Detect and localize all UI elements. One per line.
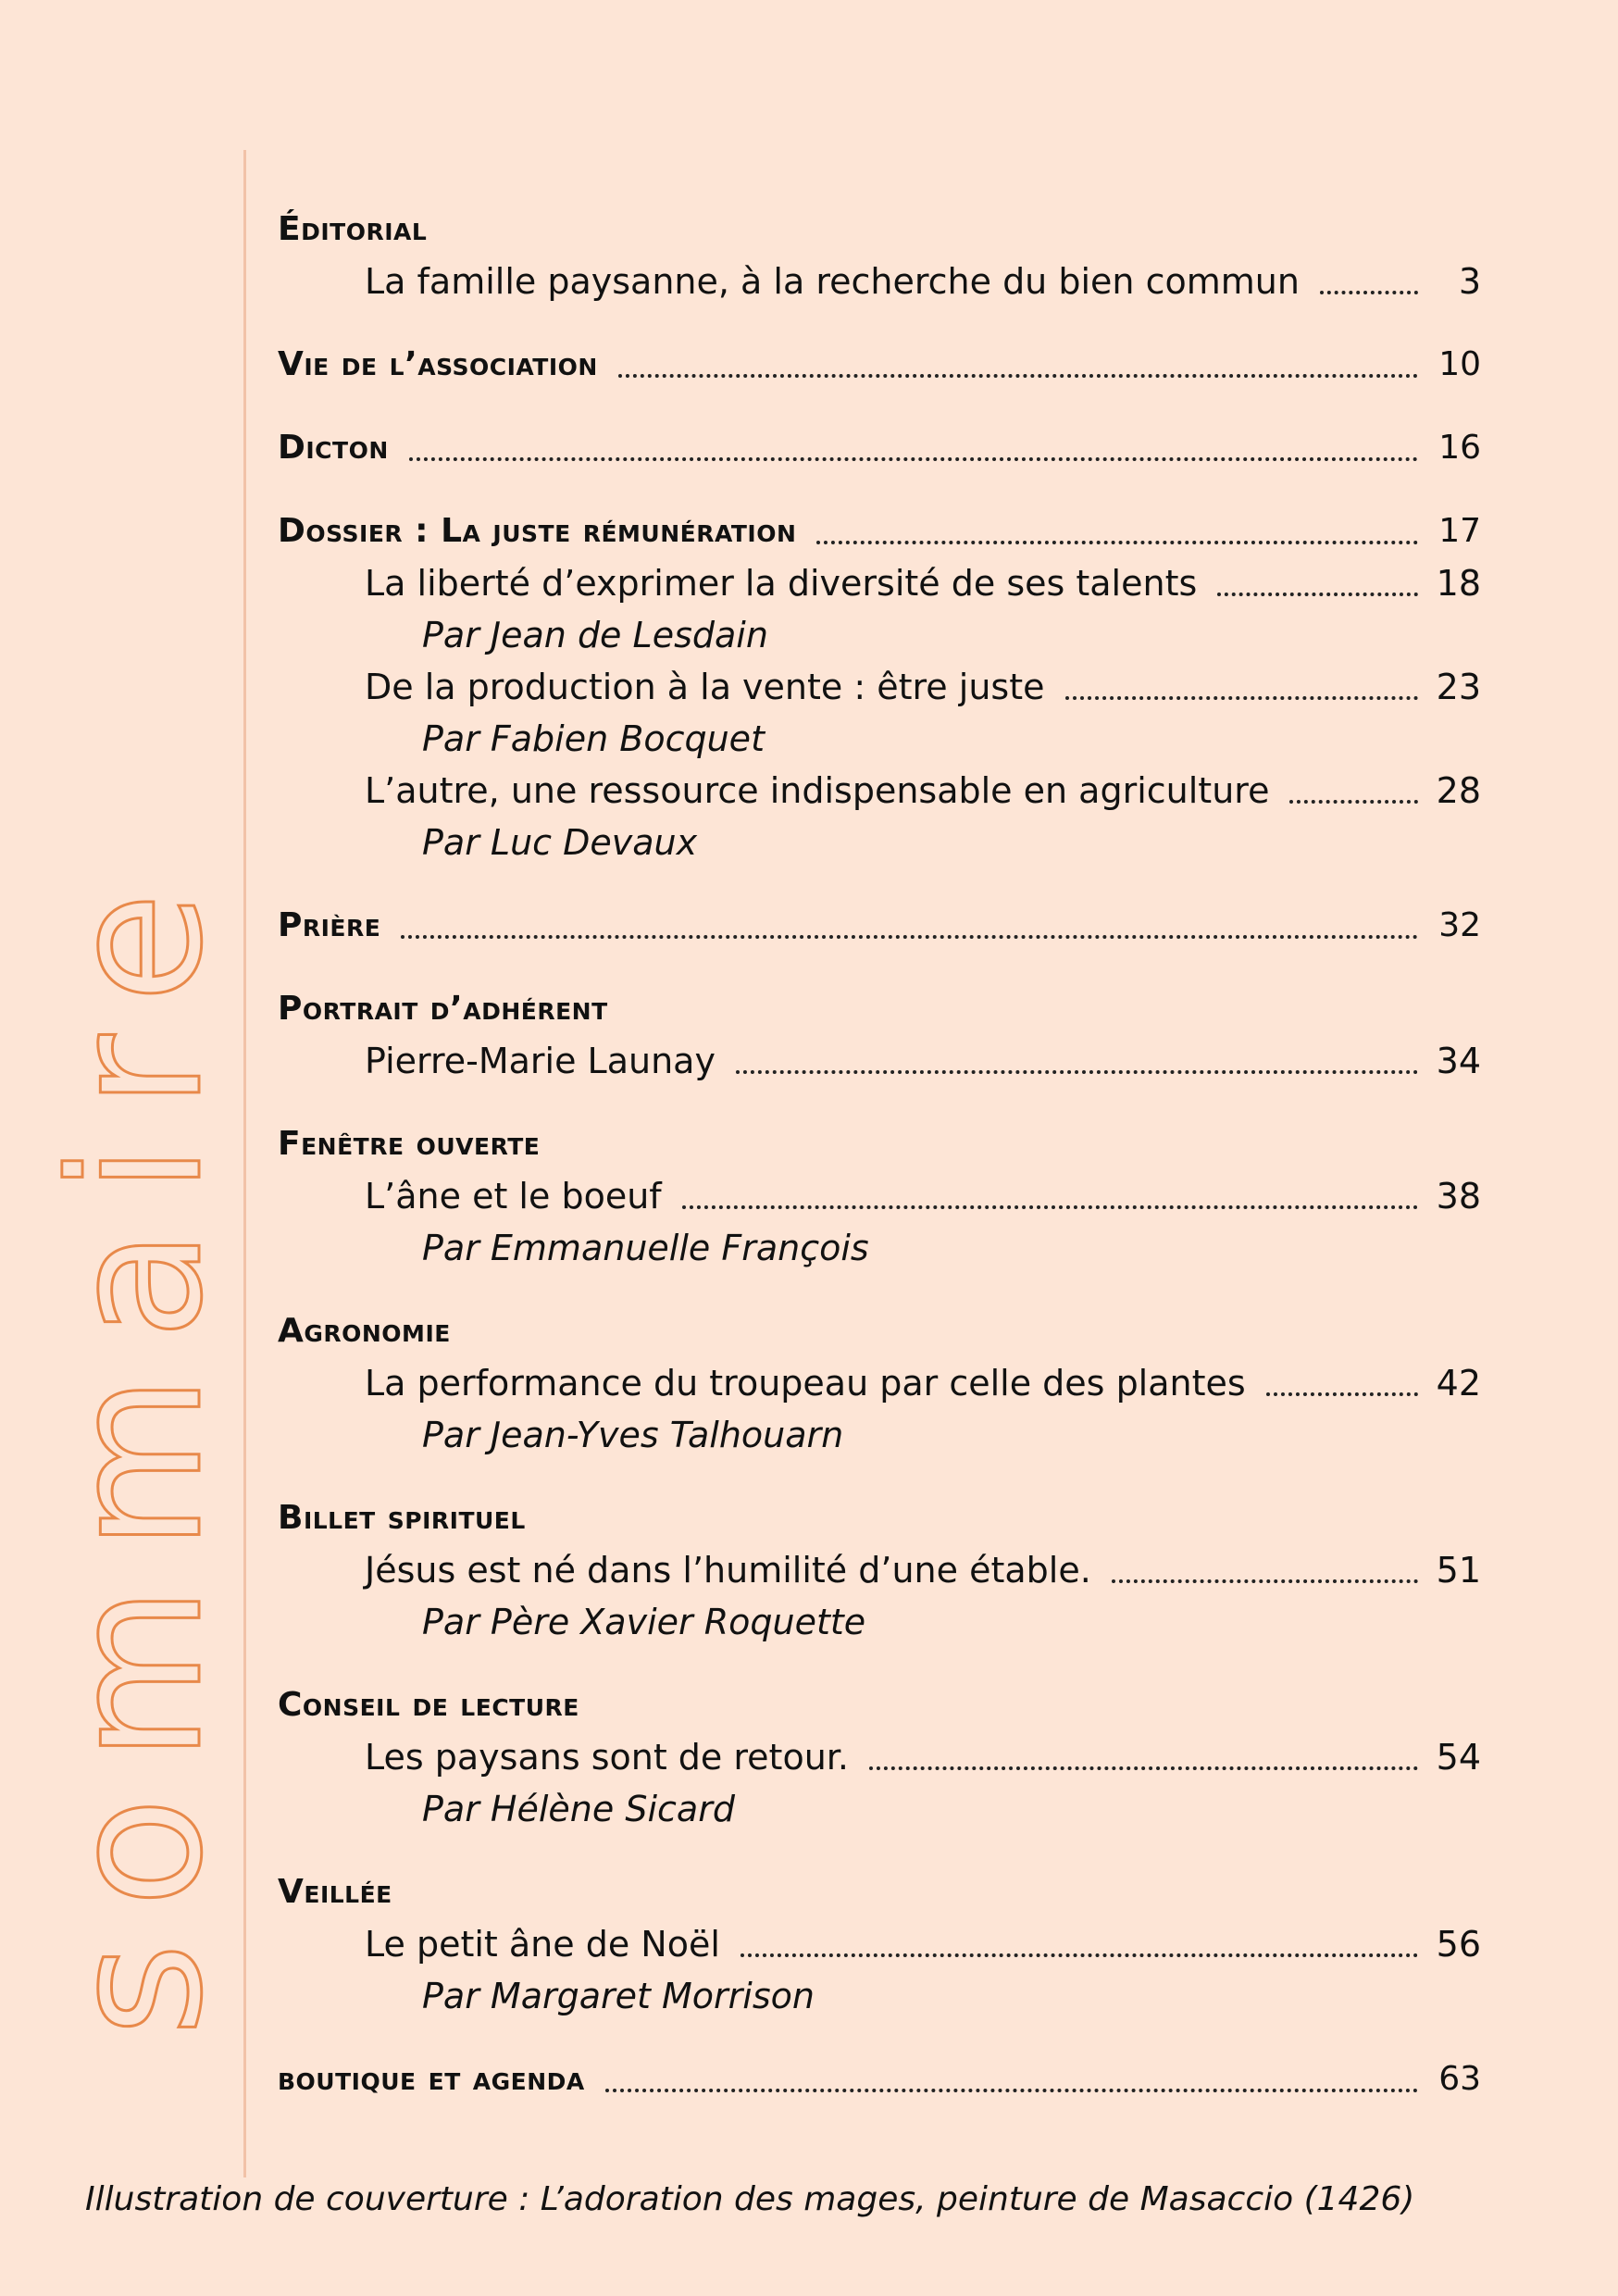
toc-section-title: boutique et agenda xyxy=(278,2060,585,2098)
toc-author[interactable] xyxy=(278,1596,1481,1648)
toc-page-number: 34 xyxy=(1436,1041,1481,1081)
toc-author-title: Par Jean de Lesdain xyxy=(422,615,768,655)
toc-section-title: Billet spirituel xyxy=(278,1499,526,1537)
toc-page-number: 28 xyxy=(1436,770,1481,811)
dot-leader xyxy=(401,935,1418,939)
toc-page-number: 10 xyxy=(1438,345,1481,383)
toc-section[interactable] xyxy=(278,1679,1481,1731)
toc-section[interactable] xyxy=(278,1492,1481,1544)
dot-leader xyxy=(736,1070,1418,1074)
dot-leader xyxy=(741,1953,1418,1957)
toc-article[interactable] xyxy=(278,1918,1481,1970)
toc-section-title: Conseil de lecture xyxy=(278,1686,579,1724)
dot-leader xyxy=(869,1766,1418,1770)
toc-author-title: Par Emmanuelle François xyxy=(422,1228,869,1268)
vertical-divider xyxy=(243,150,246,2177)
toc-author[interactable] xyxy=(278,817,1481,868)
cover-caption: Illustration de couverture : L’adoration des mages, peinture de Masaccio (1426) xyxy=(85,2180,1415,2218)
vertical-title-text: sommaire xyxy=(31,856,242,2037)
toc-section[interactable] xyxy=(278,505,1481,557)
toc-page-number: 3 xyxy=(1458,261,1481,302)
toc-section-title: Agronomie xyxy=(278,1312,451,1350)
table-of-contents xyxy=(278,204,1481,2105)
section-spacer xyxy=(278,307,1481,339)
dot-leader xyxy=(1266,1392,1418,1396)
toc-page-number: 32 xyxy=(1438,906,1481,944)
dot-leader xyxy=(409,457,1418,461)
dot-leader xyxy=(682,1205,1418,1209)
section-spacer xyxy=(278,1461,1481,1492)
toc-article-title: La performance du troupeau par celle des plantes xyxy=(365,1363,1246,1404)
toc-article[interactable] xyxy=(278,1035,1481,1087)
toc-article-title: De la production à la vente : être juste xyxy=(365,667,1045,707)
toc-author[interactable] xyxy=(278,1783,1481,1835)
toc-article-title: L’âne et le boeuf xyxy=(365,1176,662,1217)
toc-article[interactable] xyxy=(278,1544,1481,1596)
section-spacer xyxy=(278,1087,1481,1118)
toc-author[interactable] xyxy=(278,1409,1481,1461)
toc-article-title: Jésus est né dans l’humilité d’une étable. xyxy=(365,1550,1091,1591)
section-spacer xyxy=(278,1274,1481,1305)
toc-author[interactable] xyxy=(278,609,1481,661)
dot-leader xyxy=(1320,291,1418,294)
toc-section-title: Fenêtre ouverte xyxy=(278,1125,541,1163)
toc-section-title: Portrait d’adhérent xyxy=(278,990,608,1028)
toc-page-number: 56 xyxy=(1436,1924,1481,1965)
toc-author[interactable] xyxy=(278,1970,1481,2022)
section-spacer xyxy=(278,868,1481,900)
toc-article[interactable] xyxy=(278,765,1481,817)
dot-leader xyxy=(1112,1579,1418,1583)
toc-section-title: Dicton xyxy=(278,429,389,467)
toc-section[interactable] xyxy=(278,983,1481,1035)
toc-author-title: Par Margaret Morrison xyxy=(422,1976,815,2016)
toc-article-title: Les paysans sont de retour. xyxy=(365,1737,850,1778)
toc-author-title: Par Fabien Bocquet xyxy=(422,718,765,759)
section-spacer xyxy=(278,474,1481,505)
toc-page-number: 63 xyxy=(1438,2060,1481,2098)
toc-author[interactable] xyxy=(278,1222,1481,1274)
section-spacer xyxy=(278,2022,1481,2053)
toc-section[interactable] xyxy=(278,1866,1481,1918)
dot-leader xyxy=(1065,696,1419,700)
toc-section[interactable] xyxy=(278,422,1481,474)
toc-page-number: 17 xyxy=(1438,512,1481,550)
toc-article[interactable] xyxy=(278,661,1481,713)
dot-leader xyxy=(605,2089,1418,2092)
toc-page-number: 18 xyxy=(1436,563,1481,604)
toc-article-title: La liberté d’exprimer la diversité de ses talents xyxy=(365,563,1198,604)
dot-leader xyxy=(1289,800,1418,804)
toc-page-number: 16 xyxy=(1438,429,1481,467)
toc-article-title: Le petit âne de Noël xyxy=(365,1924,720,1965)
toc-section[interactable] xyxy=(278,339,1481,391)
toc-article[interactable] xyxy=(278,557,1481,609)
toc-page-number: 42 xyxy=(1436,1363,1481,1404)
dot-leader xyxy=(1217,593,1418,596)
vertical-title xyxy=(19,148,268,2055)
toc-section-title: Veillée xyxy=(278,1873,392,1911)
toc-section[interactable] xyxy=(278,900,1481,952)
toc-author-title: Par Jean-Yves Talhouarn xyxy=(422,1415,844,1455)
toc-author-title: Par Père Xavier Roquette xyxy=(422,1602,866,1642)
toc-section-title: Vie de l’association xyxy=(278,345,598,383)
toc-article-title: Pierre-Marie Launay xyxy=(365,1041,716,1081)
toc-article[interactable] xyxy=(278,1170,1481,1222)
toc-section-title: Prière xyxy=(278,906,381,944)
toc-page-number: 54 xyxy=(1436,1737,1481,1778)
toc-section[interactable] xyxy=(278,1305,1481,1357)
section-spacer xyxy=(278,1648,1481,1679)
toc-page-number: 38 xyxy=(1436,1176,1481,1217)
toc-article[interactable] xyxy=(278,256,1481,307)
toc-page-number: 51 xyxy=(1436,1550,1481,1591)
vertical-title-svg xyxy=(19,148,268,2055)
dot-leader xyxy=(816,541,1418,544)
toc-section-title: Dossier : La juste rémunération xyxy=(278,512,797,550)
dot-leader xyxy=(618,374,1418,378)
toc-article[interactable] xyxy=(278,1731,1481,1783)
section-spacer xyxy=(278,952,1481,983)
toc-author-title: Par Hélène Sicard xyxy=(422,1789,735,1829)
toc-section[interactable] xyxy=(278,204,1481,256)
toc-article-title: L’autre, une ressource indispensable en agriculture xyxy=(365,770,1270,811)
toc-section[interactable] xyxy=(278,2053,1481,2105)
toc-section-title: Éditorial xyxy=(278,210,428,248)
toc-author[interactable] xyxy=(278,713,1481,765)
toc-section[interactable] xyxy=(278,1118,1481,1170)
toc-article[interactable] xyxy=(278,1357,1481,1409)
section-spacer xyxy=(278,1835,1481,1866)
toc-article-title: La famille paysanne, à la recherche du bien commun xyxy=(365,261,1300,302)
section-spacer xyxy=(278,391,1481,422)
toc-author-title: Par Luc Devaux xyxy=(422,822,698,863)
toc-page-number: 23 xyxy=(1436,667,1481,707)
